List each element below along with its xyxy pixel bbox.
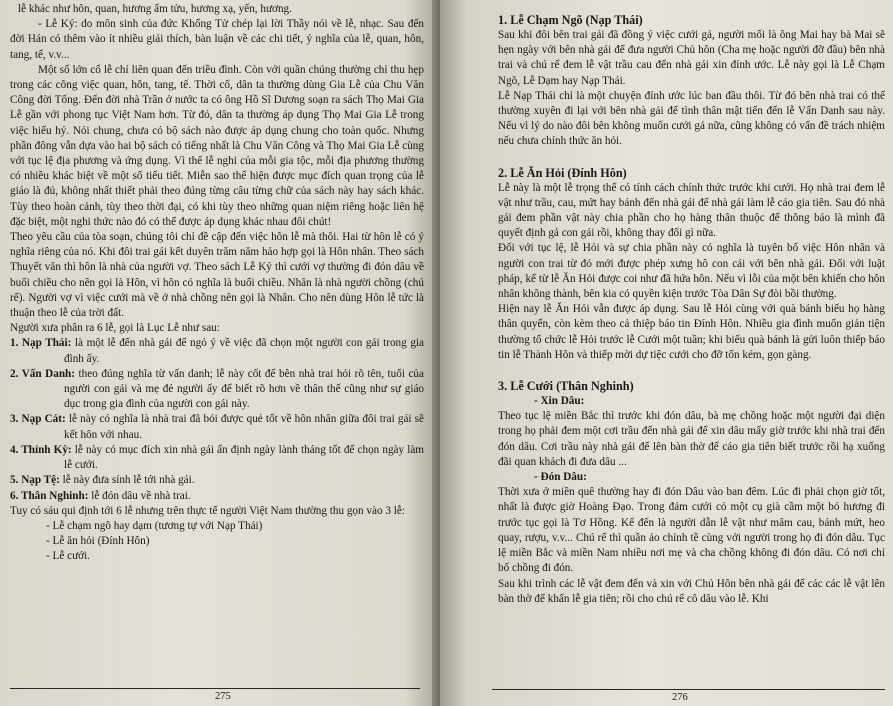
rite-desc: lễ này có nghĩa là nhà trai đã bói được quẻ tốt về hôn nhân giữa đôi trai gái sẽ kết hôn với nhau. xyxy=(64,413,424,441)
section-heading-le-cuoi: 3. Lễ Cưới (Thân Nghinh) xyxy=(498,379,634,394)
rite-desc: theo đúng nghĩa từ vấn danh; lễ này cốt để bên nhà trai hỏi rõ tên, tuổi của người con gái và mẹ đẻ người ấy để biết rõ hơn về thân thế cũng như sự giáo dục trong gia đình của người con gái này. xyxy=(64,367,424,411)
rite-term: 1. Nạp Thái: xyxy=(10,337,72,350)
left-page xyxy=(0,0,440,706)
right-page xyxy=(440,0,893,706)
rite-term: 4. Thỉnh Kỳ: xyxy=(10,443,72,456)
paragraph-an-hoi-3: Hiện nay lễ Ăn Hỏi vẫn được áp dụng. Sau lễ Hỏi cùng với quà bánh biếu họ hàng thân quyến, còn kèm theo cả thiệp báo tin Đính Hôn. Nhiều gia đình muốn giản tiện thường tổ chức lễ Hỏi trước lễ Cưới một tuần; khi biếu quà bánh là gửi luôn thiếp báo tin lễ Thành Hôn và thiếp mời dự tiệc cưới cho đỡ tốn kém, gọn gàng. xyxy=(498,303,885,361)
paragraph-cham-ngo-1: Sau khi đôi bên trai gái đã đồng ý việc cưới gả, người mối là ông Mai hay bà Mai sẽ hẹn ngày với bên nhà gái để đưa người Chủ hôn (Cha mẹ hoặc người đỡ đầu) bên nhà trai và chú rể đem lễ vật trầu cau đến nhà gái xin đính ước. Lễ này gọi là Lễ Chạm Ngõ, Lễ Dạm hay Nạp Thái. xyxy=(498,29,885,87)
paragraph-hon-le: Theo yêu cầu của tòa soạn, chúng tôi chỉ đề cập đến việc hôn lễ mà thôi. Hai từ hôn lễ có ý nghĩa riêng của nó. Khi đôi trai gái kết duyên trăm năm hảo hợp gọi là Hôn nhân. Theo sách Thuyết văn thì hôn là nhà của người vợ. Theo sách Lễ Ký thì cưới vợ thường đi đón dâu về buổi chiều cho nên gọi là Hôn, vì hôn có nghĩa là buổi chiều. Nhân là nhà người chồng (chú rể). Người vợ vì việc cưới mà về ở nhà chồng nên gọi là Nhân. Cho nên dùng Hôn lễ tức là thuận theo lễ của trời đất. xyxy=(10,231,424,320)
rite-item xyxy=(10,367,424,413)
six-rites-intro: Người xưa phân ra 6 lễ, gọi là Lục Lễ như sau: xyxy=(10,322,220,335)
rite-item xyxy=(10,412,424,442)
page-number: 275 xyxy=(215,691,231,702)
modern-list-item: - Lễ chạm ngõ hay dạm (tương tự với Nạp Thái) xyxy=(46,519,263,532)
rite-term: 2. Vấn Danh: xyxy=(10,367,75,380)
paragraph-cham-ngo-2: Lễ Nạp Thái chỉ là một chuyện đính ước lúc ban đầu thôi. Từ đó bên nhà trai có thể thường xuyên đi lại với bên nhà gái để tình thân mật tiến đến lễ Vấn Danh sau này. Nếu vì lý do nào đôi bên không muốn cưới gả nữa, cũng không có vấn đề trách nhiệm nếu chưa chính thức ăn hỏi. xyxy=(498,89,885,148)
rite-term: 5. Nạp Tệ: xyxy=(10,474,60,487)
rite-item xyxy=(10,336,424,366)
paragraph-don-dau: Thời xưa ở miền quê thường hay đi đón Dâu vào ban đêm. Lúc đi phải chọn giờ tốt, nhất là được giờ Hoàng Đạo. Trong đám cưới có một cụ già cầm một bó hương đi trước tục gọi là Tơ Hồng. Kế đến là người dẫn lễ vật như mâm cau, bánh mứt, heo quay, rượu, v.v... Chú rể thì quần áo chỉnh tề cùng với người trong họ đi đón dâu. Tục lệ miền Bắc và miền Nam nhiều nơi mẹ và cha chồng không đi đón dâu. Có nơi chỉ bố chồng đi đón. xyxy=(498,486,885,575)
subheading-don-dau: - Đón Dâu: xyxy=(534,471,587,484)
modern-intro: Tuy có sáu qui định tới 6 lễ nhưng trên thực tế người Việt Nam thường thu gọn vào 3 lễ: xyxy=(10,504,405,517)
rite-item xyxy=(10,489,424,504)
rite-item xyxy=(10,473,424,488)
top-fragment: lễ khác như hôn, quan, hương ẩm tửu, hương xạ, yến, hương. xyxy=(18,3,292,15)
paragraph-history: Một số lớn cổ lễ chỉ liên quan đến triều đình. Còn với quần chúng thường chỉ thu hẹp trong các công việc quan, hôn, tang, tế. Thời cổ, dân ta thường dùng Gia Lễ của Chu Văn Công đời Tống. Đến đời nhà Trần ở nước ta có ông Hồ Sĩ Dương soạn ra sách Thọ Mai Gia Lễ gần với phong tục Việt Nam hơn. Từ đó, dân ta thường áp dụng Thọ Mai Gia Lễ trong việc hiếu hỷ. Nói chung, chưa có bộ sách nào được áp dụng chung cho toàn quốc. Nhưng phần đông vẫn dựa vào hai bộ sách có tiếng nhất là Chu Văn Công và Thọ Mai Gia Lễ cùng với tục lệ địa phương và ứng dụng. Vì thế lễ nghi của mỗi gia tộc, mỗi địa phương thường có nhiều khác biệt về một số tiểu tiết. Miễn sao thể hiện được mục đích quan trọng của lễ giáo là đủ, không nhất thiết phải theo đúng từng câu từng chữ của sách này hay sách khác. Tùy theo hoàn cảnh, tùy theo thời đại, có khi tùy theo những quan niệm riêng hoặc liên hệ đặc biệt, một nghi thức nào đó có thể được áp dụng khác nhau đôi chút! xyxy=(10,63,424,228)
page-number: 276 xyxy=(672,692,688,703)
modern-list-item: - Lễ cưới. xyxy=(46,550,90,563)
rite-item xyxy=(10,443,424,473)
rite-desc: lễ này đưa sính lễ tới nhà gái. xyxy=(62,474,195,487)
rite-term: 3. Nạp Cát: xyxy=(10,413,66,426)
le-ky-note: - Lễ Ký: do môn sinh của đức Khổng Tử chép lại lời Thầy nói về lễ, nhạc. Sau đến đời Hán có thêm vào ít nhiều giải thích, bàn luận về các chi tiết, ý nghĩa của lễ, quan, hôn, tang, tế, v.v... xyxy=(10,18,424,61)
paragraph-an-hoi-1: Lễ này là một lễ trọng thể có tính cách chính thức trước khi cưới. Họ nhà trai đem lễ vật như trầu, cau, mứt hay bánh đến nhà gái để nhà gái làm lễ cáo gia tiên. Sau đó nhà gái đem phần vật này chia phần cho họ hàng thân thuộc để thông báo là mình đã quyết định gả con gái rồi, không thay đổi gì nữa. xyxy=(498,181,885,240)
rite-desc: là một lễ đến nhà gái để ngỏ ý về việc đã chọn một người con gái trong gia đình ấy. xyxy=(64,337,424,365)
section-heading-an-hoi: 2. Lễ Ăn Hỏi (Đính Hôn) xyxy=(498,165,627,180)
subheading-xin-dau: - Xin Dâu: xyxy=(534,395,585,408)
rite-desc: lễ đón dâu về nhà trai. xyxy=(91,489,191,502)
rite-term: 6. Thân Nghinh: xyxy=(10,489,89,502)
paragraph-xin-dau: Theo tục lệ miền Bắc thì trước khi đón dâu, bà mẹ chồng hoặc một người đại diện trong họ phải đem một cơi trầu đến nhà gái để xin dâu mấy giờ trước khi nhà trai đến đón dâu. Cơi trầu này nhà gái để lên bàn thờ để cáo gia tiên biết trước rồi hạ xuống đãi quan khách đi đưa dâu ... xyxy=(498,410,885,468)
rite-desc: lễ này có mục đích xin nhà gái ấn định ngày lành tháng tốt để chọn ngày làm lễ cưới. xyxy=(64,443,424,472)
paragraph-an-hoi-2: Đối với tục lệ, lễ Hỏi và sự chia phần này có nghĩa là tuyên bố việc Hôn nhân và người con trai từ đó mới được phép xưng hô con cái với bên nhà gái. Đối với luật pháp, kể từ lễ Ăn Hỏi được coi như đã hứa hôn. Nếu vì lỗi của một bên khiến cho hôn nhân không thành, bên kia có quyền kiện trước Tòa Dân Sự đòi bồi thường. xyxy=(498,242,885,301)
modern-list-item: - Lễ ăn hỏi (Đính Hôn) xyxy=(46,535,150,548)
footer-rule xyxy=(492,689,885,690)
footer-rule xyxy=(10,688,420,689)
section-heading-cham-ngo: 1. Lễ Chạm Ngõ (Nạp Thái) xyxy=(498,13,643,27)
paragraph-final: Sau khi trình các lễ vật đem đến và xin với Chủ Hôn bên nhà gái để các các lễ vật lên bàn thờ để khấn lễ gia tiên; rồi cho chú rể cô dâu vào lễ. Khi xyxy=(498,577,885,605)
